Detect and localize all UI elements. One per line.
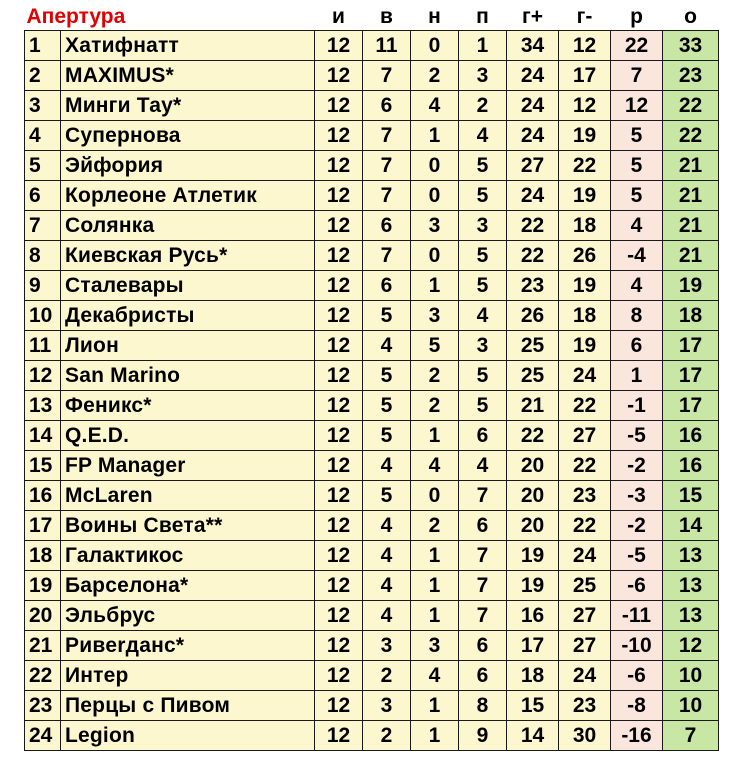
goal-diff-cell: -10 [611, 631, 663, 661]
games-cell: 12 [315, 421, 363, 451]
rank-cell: 13 [25, 391, 61, 421]
games-cell: 12 [315, 271, 363, 301]
team-name-cell: Эйфория [61, 151, 315, 181]
games-cell: 12 [315, 241, 363, 271]
team-name-cell: Минги Тау* [61, 91, 315, 121]
losses-cell: 5 [459, 391, 507, 421]
table-row [25, 601, 719, 631]
goal-diff-cell: 7 [611, 61, 663, 91]
team-name-cell: Галактикос [61, 541, 315, 571]
table-row [25, 361, 719, 391]
rank-cell: 8 [25, 241, 61, 271]
draws-cell: 1 [411, 601, 459, 631]
rank-cell: 11 [25, 331, 61, 361]
losses-cell: 5 [459, 271, 507, 301]
team-name-cell: Киевская Русь* [61, 241, 315, 271]
points-cell: 33 [663, 31, 719, 61]
rank-cell: 16 [25, 481, 61, 511]
goals-against-cell: 24 [559, 661, 611, 691]
losses-cell: 6 [459, 421, 507, 451]
goals-for-cell: 23 [507, 271, 559, 301]
losses-cell: 3 [459, 331, 507, 361]
goals-against-cell: 22 [559, 391, 611, 421]
wins-cell: 7 [363, 151, 411, 181]
games-cell: 12 [315, 331, 363, 361]
goals-for-cell: 22 [507, 241, 559, 271]
goal-diff-cell: -11 [611, 601, 663, 631]
goals-against-cell: 30 [559, 721, 611, 751]
losses-cell: 8 [459, 691, 507, 721]
wins-cell: 5 [363, 391, 411, 421]
wins-cell: 4 [363, 541, 411, 571]
losses-cell: 6 [459, 631, 507, 661]
wins-cell: 4 [363, 511, 411, 541]
table-row [25, 121, 719, 151]
table-row [25, 391, 719, 421]
goals-for-cell: 15 [507, 691, 559, 721]
goals-for-cell: 19 [507, 541, 559, 571]
goals-against-cell: 22 [559, 511, 611, 541]
points-cell: 18 [663, 301, 719, 331]
losses-cell: 7 [459, 571, 507, 601]
losses-cell: 5 [459, 151, 507, 181]
wins-cell: 6 [363, 91, 411, 121]
games-cell: 12 [315, 451, 363, 481]
goals-for-cell: 20 [507, 451, 559, 481]
goals-for-cell: 20 [507, 481, 559, 511]
goals-against-cell: 27 [559, 601, 611, 631]
games-cell: 12 [315, 181, 363, 211]
losses-cell: 4 [459, 451, 507, 481]
losses-cell: 7 [459, 541, 507, 571]
rank-cell: 23 [25, 691, 61, 721]
games-cell: 12 [315, 211, 363, 241]
draws-cell: 2 [411, 361, 459, 391]
team-name-cell: Воины Света** [61, 511, 315, 541]
goals-for-cell: 14 [507, 721, 559, 751]
team-name-cell: MAXIMUS* [61, 61, 315, 91]
rank-cell: 9 [25, 271, 61, 301]
goals-against-cell: 19 [559, 181, 611, 211]
draws-cell: 0 [411, 241, 459, 271]
header-goals-against: г- [559, 4, 611, 31]
rank-cell: 4 [25, 121, 61, 151]
goals-for-cell: 19 [507, 571, 559, 601]
games-cell: 12 [315, 31, 363, 61]
wins-cell: 6 [363, 271, 411, 301]
points-cell: 12 [663, 631, 719, 661]
team-name-cell: San Marino [61, 361, 315, 391]
games-cell: 12 [315, 601, 363, 631]
rank-cell: 7 [25, 211, 61, 241]
games-cell: 12 [315, 511, 363, 541]
points-cell: 21 [663, 181, 719, 211]
losses-cell: 6 [459, 661, 507, 691]
goal-diff-cell: 1 [611, 361, 663, 391]
points-cell: 13 [663, 571, 719, 601]
table-row [25, 181, 719, 211]
table-row [25, 211, 719, 241]
wins-cell: 5 [363, 481, 411, 511]
goals-for-cell: 16 [507, 601, 559, 631]
rank-cell: 3 [25, 91, 61, 121]
wins-cell: 2 [363, 721, 411, 751]
points-cell: 16 [663, 451, 719, 481]
goals-for-cell: 34 [507, 31, 559, 61]
points-cell: 17 [663, 331, 719, 361]
wins-cell: 2 [363, 661, 411, 691]
wins-cell: 4 [363, 601, 411, 631]
points-cell: 10 [663, 661, 719, 691]
goals-against-cell: 17 [559, 61, 611, 91]
losses-cell: 3 [459, 211, 507, 241]
wins-cell: 3 [363, 691, 411, 721]
draws-cell: 1 [411, 121, 459, 151]
losses-cell: 7 [459, 481, 507, 511]
header-draws: н [411, 4, 459, 31]
points-cell: 21 [663, 241, 719, 271]
wins-cell: 4 [363, 331, 411, 361]
goals-against-cell: 27 [559, 421, 611, 451]
draws-cell: 2 [411, 61, 459, 91]
table-row [25, 661, 719, 691]
points-cell: 16 [663, 421, 719, 451]
rank-cell: 14 [25, 421, 61, 451]
points-cell: 14 [663, 511, 719, 541]
table-row [25, 511, 719, 541]
wins-cell: 5 [363, 421, 411, 451]
team-name-cell: Корлеоне Атлетик [61, 181, 315, 211]
draws-cell: 0 [411, 151, 459, 181]
goal-diff-cell: -4 [611, 241, 663, 271]
points-cell: 21 [663, 151, 719, 181]
wins-cell: 4 [363, 571, 411, 601]
team-name-cell: Ривerданс* [61, 631, 315, 661]
losses-cell: 4 [459, 301, 507, 331]
games-cell: 12 [315, 361, 363, 391]
header-row [25, 4, 719, 31]
losses-cell: 2 [459, 91, 507, 121]
goals-for-cell: 21 [507, 391, 559, 421]
draws-cell: 0 [411, 481, 459, 511]
points-cell: 23 [663, 61, 719, 91]
draws-cell: 4 [411, 661, 459, 691]
goals-against-cell: 27 [559, 631, 611, 661]
goals-for-cell: 20 [507, 511, 559, 541]
goals-against-cell: 22 [559, 151, 611, 181]
goal-diff-cell: -8 [611, 691, 663, 721]
goal-diff-cell: -5 [611, 421, 663, 451]
points-cell: 7 [663, 721, 719, 751]
table-row [25, 481, 719, 511]
games-cell: 12 [315, 481, 363, 511]
games-cell: 12 [315, 721, 363, 751]
rank-cell: 2 [25, 61, 61, 91]
draws-cell: 3 [411, 301, 459, 331]
draws-cell: 3 [411, 631, 459, 661]
table-row [25, 541, 719, 571]
wins-cell: 3 [363, 631, 411, 661]
table-row [25, 241, 719, 271]
draws-cell: 1 [411, 721, 459, 751]
goal-diff-cell: 12 [611, 91, 663, 121]
games-cell: 12 [315, 661, 363, 691]
table-row [25, 91, 719, 121]
goals-for-cell: 24 [507, 61, 559, 91]
goal-diff-cell: 22 [611, 31, 663, 61]
losses-cell: 1 [459, 31, 507, 61]
goal-diff-cell: 4 [611, 211, 663, 241]
games-cell: 12 [315, 691, 363, 721]
points-cell: 22 [663, 91, 719, 121]
goal-diff-cell: -2 [611, 511, 663, 541]
goals-for-cell: 25 [507, 361, 559, 391]
goals-for-cell: 22 [507, 211, 559, 241]
draws-cell: 0 [411, 31, 459, 61]
games-cell: 12 [315, 151, 363, 181]
points-cell: 21 [663, 211, 719, 241]
draws-cell: 2 [411, 391, 459, 421]
table-row [25, 31, 719, 61]
points-cell: 10 [663, 691, 719, 721]
wins-cell: 7 [363, 61, 411, 91]
team-name-cell: Интер [61, 661, 315, 691]
wins-cell: 5 [363, 361, 411, 391]
goals-for-cell: 18 [507, 661, 559, 691]
wins-cell: 5 [363, 301, 411, 331]
standings-body [25, 31, 719, 751]
team-name-cell: McLaren [61, 481, 315, 511]
draws-cell: 1 [411, 571, 459, 601]
losses-cell: 9 [459, 721, 507, 751]
rank-cell: 10 [25, 301, 61, 331]
wins-cell: 11 [363, 31, 411, 61]
rank-cell: 15 [25, 451, 61, 481]
goals-for-cell: 24 [507, 181, 559, 211]
points-cell: 13 [663, 601, 719, 631]
header-games: и [315, 4, 363, 31]
table-row [25, 571, 719, 601]
rank-cell: 22 [25, 661, 61, 691]
goals-against-cell: 22 [559, 451, 611, 481]
goals-for-cell: 27 [507, 151, 559, 181]
goals-against-cell: 19 [559, 271, 611, 301]
goal-diff-cell: -2 [611, 451, 663, 481]
rank-cell: 20 [25, 601, 61, 631]
points-cell: 13 [663, 541, 719, 571]
goals-against-cell: 25 [559, 571, 611, 601]
goal-diff-cell: -6 [611, 661, 663, 691]
team-name-cell: Сталевары [61, 271, 315, 301]
rank-cell: 19 [25, 571, 61, 601]
games-cell: 12 [315, 301, 363, 331]
goal-diff-cell: -5 [611, 541, 663, 571]
goal-diff-cell: -16 [611, 721, 663, 751]
goal-diff-cell: 5 [611, 151, 663, 181]
draws-cell: 4 [411, 91, 459, 121]
draws-cell: 4 [411, 451, 459, 481]
wins-cell: 6 [363, 211, 411, 241]
goal-diff-cell: 6 [611, 331, 663, 361]
games-cell: 12 [315, 121, 363, 151]
losses-cell: 6 [459, 511, 507, 541]
draws-cell: 0 [411, 181, 459, 211]
rank-cell: 12 [25, 361, 61, 391]
rank-cell: 24 [25, 721, 61, 751]
goal-diff-cell: 5 [611, 181, 663, 211]
wins-cell: 7 [363, 181, 411, 211]
rank-cell: 21 [25, 631, 61, 661]
team-name-cell: Legion [61, 721, 315, 751]
rank-cell: 18 [25, 541, 61, 571]
goals-against-cell: 24 [559, 361, 611, 391]
team-name-cell: Солянка [61, 211, 315, 241]
team-name-cell: Супернова [61, 121, 315, 151]
losses-cell: 7 [459, 601, 507, 631]
points-cell: 17 [663, 391, 719, 421]
team-name-cell: Эльбрус [61, 601, 315, 631]
draws-cell: 5 [411, 331, 459, 361]
goals-against-cell: 23 [559, 691, 611, 721]
wins-cell: 7 [363, 241, 411, 271]
goals-against-cell: 19 [559, 121, 611, 151]
goals-against-cell: 18 [559, 211, 611, 241]
games-cell: 12 [315, 631, 363, 661]
goals-for-cell: 24 [507, 91, 559, 121]
table-row [25, 691, 719, 721]
team-name-cell: Хатифнатт [61, 31, 315, 61]
losses-cell: 5 [459, 181, 507, 211]
goals-for-cell: 22 [507, 421, 559, 451]
wins-cell: 7 [363, 121, 411, 151]
draws-cell: 1 [411, 691, 459, 721]
team-name-cell: Лион [61, 331, 315, 361]
draws-cell: 1 [411, 541, 459, 571]
team-name-cell: Q.E.D. [61, 421, 315, 451]
table-row [25, 271, 719, 301]
header-goal-diff: р [611, 4, 663, 31]
draws-cell: 3 [411, 211, 459, 241]
header-wins: в [363, 4, 411, 31]
header-losses: п [459, 4, 507, 31]
goals-for-cell: 26 [507, 301, 559, 331]
goal-diff-cell: -6 [611, 571, 663, 601]
table-row [25, 631, 719, 661]
goals-for-cell: 17 [507, 631, 559, 661]
rank-cell: 6 [25, 181, 61, 211]
goal-diff-cell: -3 [611, 481, 663, 511]
games-cell: 12 [315, 91, 363, 121]
goals-against-cell: 12 [559, 31, 611, 61]
goals-against-cell: 26 [559, 241, 611, 271]
team-name-cell: Феникс* [61, 391, 315, 421]
points-cell: 19 [663, 271, 719, 301]
table-title: Апертура [25, 4, 315, 31]
draws-cell: 1 [411, 421, 459, 451]
losses-cell: 5 [459, 241, 507, 271]
standings-table [24, 4, 719, 751]
rank-cell: 1 [25, 31, 61, 61]
goals-against-cell: 18 [559, 301, 611, 331]
team-name-cell: Перцы с Пивом [61, 691, 315, 721]
draws-cell: 1 [411, 271, 459, 301]
losses-cell: 4 [459, 121, 507, 151]
games-cell: 12 [315, 541, 363, 571]
goal-diff-cell: 8 [611, 301, 663, 331]
games-cell: 12 [315, 571, 363, 601]
table-row [25, 301, 719, 331]
table-row [25, 721, 719, 751]
games-cell: 12 [315, 61, 363, 91]
team-name-cell: FP Manager [61, 451, 315, 481]
table-row [25, 421, 719, 451]
table-row [25, 331, 719, 361]
header-goals-for: г+ [507, 4, 559, 31]
goals-for-cell: 25 [507, 331, 559, 361]
goals-against-cell: 24 [559, 541, 611, 571]
goal-diff-cell: 5 [611, 121, 663, 151]
losses-cell: 5 [459, 361, 507, 391]
table-row [25, 151, 719, 181]
table-row [25, 61, 719, 91]
rank-cell: 5 [25, 151, 61, 181]
team-name-cell: Барселона* [61, 571, 315, 601]
draws-cell: 2 [411, 511, 459, 541]
points-cell: 22 [663, 121, 719, 151]
header-points: о [663, 4, 719, 31]
games-cell: 12 [315, 391, 363, 421]
goal-diff-cell: 4 [611, 271, 663, 301]
rank-cell: 17 [25, 511, 61, 541]
losses-cell: 3 [459, 61, 507, 91]
goals-for-cell: 24 [507, 121, 559, 151]
table-row [25, 451, 719, 481]
goals-against-cell: 12 [559, 91, 611, 121]
goal-diff-cell: -1 [611, 391, 663, 421]
team-name-cell: Декабристы [61, 301, 315, 331]
goals-against-cell: 23 [559, 481, 611, 511]
points-cell: 15 [663, 481, 719, 511]
wins-cell: 4 [363, 451, 411, 481]
goals-against-cell: 19 [559, 331, 611, 361]
points-cell: 17 [663, 361, 719, 391]
